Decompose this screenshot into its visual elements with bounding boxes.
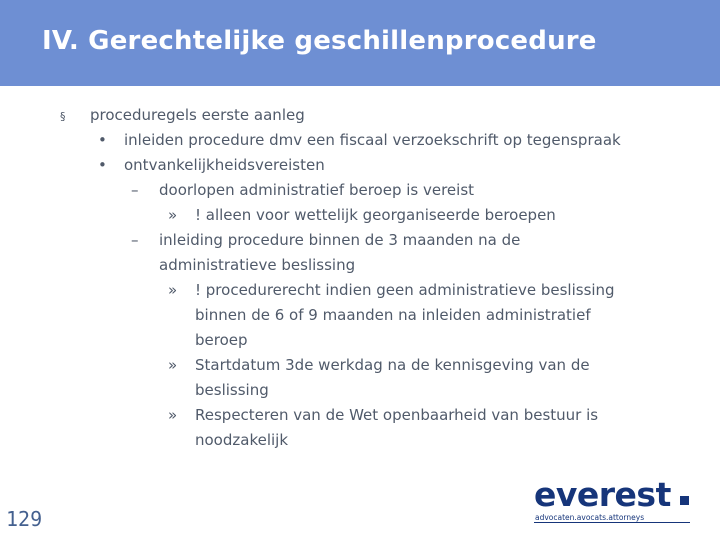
slide-title: IV. Gerechtelijke geschillenprocedure [42,26,597,56]
everest-logo [534,476,692,526]
bullet-text: ! alleen voor wettelijk georganiseerde beroepen [195,206,556,224]
bullet-text: beslissing [195,381,269,399]
page-number: 129 [6,507,43,531]
bullet-text: administratieve beslissing [159,256,356,274]
logo-wordmark: everest [534,475,671,514]
bullet-marker: • [98,131,107,149]
bullet-marker: » [168,356,178,374]
bullet-text: binnen de 6 of 9 maanden na inleiden administratief [195,306,591,324]
bullet-text: inleiden procedure dmv een fiscaal verzoekschrift op tegenspraak [124,131,621,149]
logo-square-icon [680,496,689,505]
bullet-text: doorlopen administratief beroep is vereist [159,181,475,199]
bullet-text: inleiding procedure binnen de 3 maanden na de [159,231,521,249]
bullet-text: beroep [195,331,248,349]
bullet-text: proceduregels eerste aanleg [90,106,305,124]
bullet-text: noodzakelijk [195,431,289,449]
bullet-text: ontvankelijkheidsvereisten [124,156,325,174]
logo-tagline: advocaten.avocats.attorneys [535,513,645,522]
bullet-text: Startdatum 3de werkdag na de kennisgeving van de [195,356,590,374]
bullet-text: Respecteren van de Wet openbaarheid van bestuur is [195,406,599,424]
bullet-marker: » [168,206,178,224]
bullet-marker: » [168,281,178,299]
bullet-marker: § [60,110,66,123]
title-bar [0,0,720,86]
logo-divider [534,522,690,523]
bullet-marker: – [131,231,139,249]
bullet-text: ! procedurerecht indien geen administratieve beslissing [195,281,615,299]
bullet-marker: » [168,406,178,424]
bullet-marker: – [131,181,139,199]
bullet-marker: • [98,156,107,174]
